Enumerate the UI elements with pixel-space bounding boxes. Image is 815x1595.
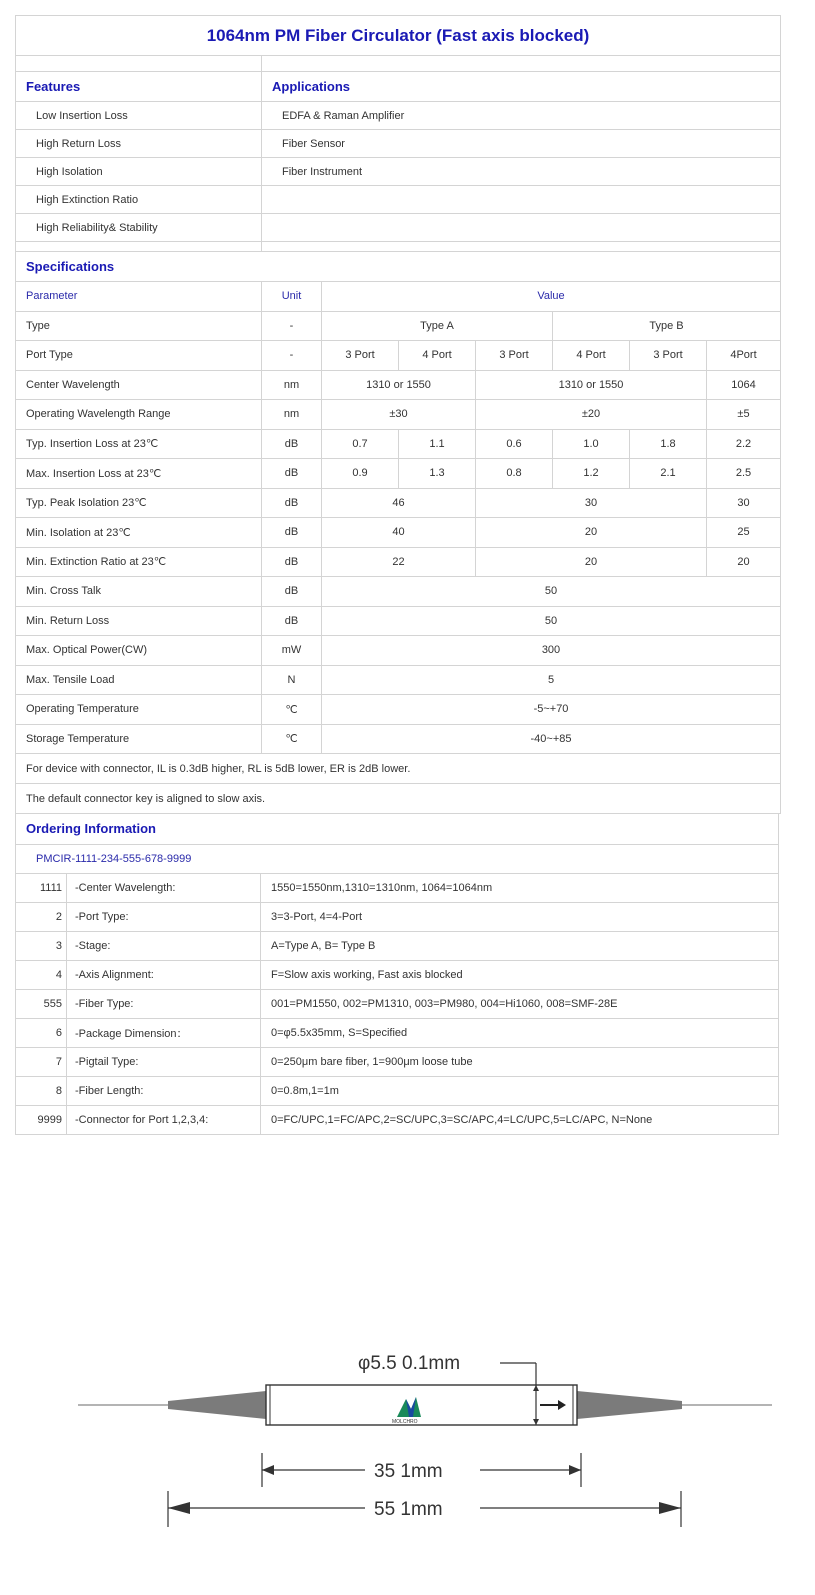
spec-value: 1.3	[399, 459, 476, 489]
order-field: -Package Dimension：	[67, 1018, 261, 1047]
order-code: 2	[16, 902, 67, 931]
spec-value: 1310 or 1550	[322, 370, 476, 400]
feature-item: High Reliability& Stability	[16, 214, 262, 242]
dimension-drawing	[40, 1305, 785, 1590]
order-options: 3=3-Port, 4=4-Port	[261, 902, 779, 931]
feature-item: High Isolation	[16, 158, 262, 186]
dim55-arrow-left-icon	[168, 1502, 190, 1514]
spec-value: 2.5	[707, 459, 781, 489]
order-options: 0=250μm bare fiber, 1=900μm loose tube	[261, 1047, 779, 1076]
ordering-table	[15, 814, 779, 1135]
ordering-header: Ordering Information	[16, 814, 779, 844]
spec-label: Storage Temperature	[16, 724, 262, 754]
ordering-code: PMCIR-1111-234-555-678-9999	[16, 844, 779, 873]
spec-value: -5~+70	[322, 695, 781, 725]
spec-value: 50	[322, 577, 781, 607]
spec-value: 2.2	[707, 429, 781, 459]
spec-value: ±20	[476, 400, 707, 430]
length35-label: 35 1mm	[374, 1461, 443, 1482]
circulator-drawing-svg	[40, 1305, 785, 1590]
port-cell: 4 Port	[399, 341, 476, 371]
order-field: -Center Wavelength:	[67, 873, 261, 902]
spec-value: 1.8	[630, 429, 707, 459]
spec-unit: dB	[262, 606, 322, 636]
order-code: 9999	[16, 1105, 67, 1134]
order-options: 1550=1550nm,1310=1310nm, 1064=1064nm	[261, 873, 779, 902]
application-item: Fiber Instrument	[262, 158, 781, 186]
spec-value: 0.8	[476, 459, 553, 489]
spec-unit: dB	[262, 459, 322, 489]
spec-label: Operating Wavelength Range	[16, 400, 262, 430]
spec-value: 30	[476, 488, 707, 518]
spec-value: 22	[322, 547, 476, 577]
spec-value: 20	[476, 518, 707, 548]
spec-value: 0.7	[322, 429, 399, 459]
order-field: -Fiber Length:	[67, 1076, 261, 1105]
type-a: Type A	[322, 311, 553, 341]
order-field: -Fiber Type:	[67, 989, 261, 1018]
spec-label: Typ. Insertion Loss at 23℃	[16, 429, 262, 459]
spec-value: 0.9	[322, 459, 399, 489]
order-code: 7	[16, 1047, 67, 1076]
spec-value: 50	[322, 606, 781, 636]
type-b: Type B	[553, 311, 781, 341]
order-code: 1111	[16, 873, 67, 902]
spec-unit: N	[262, 665, 322, 695]
page-title: 1064nm PM Fiber Circulator (Fast axis blocked)	[16, 16, 781, 56]
order-code: 3	[16, 931, 67, 960]
logo-text: MOLCHRO	[392, 1419, 418, 1425]
order-code: 555	[16, 989, 67, 1018]
order-field: -Stage:	[67, 931, 261, 960]
spec-value: ±30	[322, 400, 476, 430]
order-options: 001=PM1550, 002=PM1310, 003=PM980, 004=Hi1060, 008=SMF-28E	[261, 989, 779, 1018]
spec-unit: nm	[262, 370, 322, 400]
feature-item: Low Insertion Loss	[16, 102, 262, 130]
order-options: 0=0.8m,1=1m	[261, 1076, 779, 1105]
spec-value: 2.1	[630, 459, 707, 489]
spec-value: 1.0	[553, 429, 630, 459]
spec-unit: -	[262, 341, 322, 371]
spec-label: Type	[16, 311, 262, 341]
order-code: 4	[16, 960, 67, 989]
order-code: 6	[16, 1018, 67, 1047]
spec-value: 25	[707, 518, 781, 548]
spec-value: 40	[322, 518, 476, 548]
spec-value: 30	[707, 488, 781, 518]
dim35-arrow-right-icon	[569, 1465, 581, 1475]
specifications-header: Specifications	[16, 252, 781, 282]
port-cell: 4 Port	[553, 341, 630, 371]
spec-unit: ℃	[262, 695, 322, 725]
spec-value: 1.1	[399, 429, 476, 459]
length55-label: 55 1mm	[374, 1499, 443, 1520]
order-field: -Port Type:	[67, 902, 261, 931]
datasheet-table	[15, 15, 781, 814]
spec-unit: ℃	[262, 724, 322, 754]
order-field: -Axis Alignment:	[67, 960, 261, 989]
dim55-arrow-right-icon	[659, 1502, 681, 1514]
left-boot	[168, 1391, 266, 1419]
port-cell: 3 Port	[476, 341, 553, 371]
spec-label: Min. Return Loss	[16, 606, 262, 636]
spec-label: Max. Insertion Loss at 23℃	[16, 459, 262, 489]
spec-value: 0.6	[476, 429, 553, 459]
feature-item: High Extinction Ratio	[16, 186, 262, 214]
spec-unit: dB	[262, 577, 322, 607]
spec-unit: dB	[262, 488, 322, 518]
application-item: EDFA & Raman Amplifier	[262, 102, 781, 130]
spec-unit: mW	[262, 636, 322, 666]
col-parameter: Parameter	[16, 282, 262, 312]
spec-label: Port Type	[16, 341, 262, 371]
spec-label: Operating Temperature	[16, 695, 262, 725]
diameter-label: φ5.5 0.1mm	[358, 1353, 461, 1374]
col-unit: Unit	[262, 282, 322, 312]
application-item: Fiber Sensor	[262, 130, 781, 158]
spec-value: 300	[322, 636, 781, 666]
port-cell: 4Port	[707, 341, 781, 371]
spec-unit: dB	[262, 518, 322, 548]
spec-note: The default connector key is aligned to slow axis.	[16, 784, 781, 814]
datasheet	[15, 15, 780, 1135]
spec-label: Center Wavelength	[16, 370, 262, 400]
spec-label: Min. Extinction Ratio at 23℃	[16, 547, 262, 577]
circulator-body	[266, 1385, 577, 1425]
spec-value: 1.2	[553, 459, 630, 489]
spec-unit: dB	[262, 429, 322, 459]
col-value: Value	[322, 282, 781, 312]
spec-note: For device with connector, IL is 0.3dB higher, RL is 5dB lower, ER is 2dB lower.	[16, 754, 781, 784]
spec-value: 1064	[707, 370, 781, 400]
spec-value: 5	[322, 665, 781, 695]
order-options: 0=φ5.5x35mm, S=Specified	[261, 1018, 779, 1047]
dim35-arrow-left-icon	[262, 1465, 274, 1475]
right-boot	[577, 1391, 682, 1419]
port-cell: 3 Port	[322, 341, 399, 371]
order-options: 0=FC/UPC,1=FC/APC,2=SC/UPC,3=SC/APC,4=LC/UPC,5=LC/APC, N=None	[261, 1105, 779, 1134]
spec-unit: dB	[262, 547, 322, 577]
spec-value: 20	[707, 547, 781, 577]
applications-header: Applications	[262, 72, 781, 102]
spec-label: Max. Tensile Load	[16, 665, 262, 695]
spec-label: Typ. Peak Isolation 23℃	[16, 488, 262, 518]
spec-value: 20	[476, 547, 707, 577]
port-cell: 3 Port	[630, 341, 707, 371]
spec-unit: -	[262, 311, 322, 341]
spec-value: ±5	[707, 400, 781, 430]
spec-unit: nm	[262, 400, 322, 430]
spec-value: -40~+85	[322, 724, 781, 754]
spec-value: 46	[322, 488, 476, 518]
spec-label: Min. Isolation at 23℃	[16, 518, 262, 548]
spec-value: 1310 or 1550	[476, 370, 707, 400]
order-field: -Connector for Port 1,2,3,4:	[67, 1105, 261, 1134]
order-options: A=Type A, B= Type B	[261, 931, 779, 960]
order-code: 8	[16, 1076, 67, 1105]
spec-label: Min. Cross Talk	[16, 577, 262, 607]
features-header: Features	[16, 72, 262, 102]
spec-label: Max. Optical Power(CW)	[16, 636, 262, 666]
order-options: F=Slow axis working, Fast axis blocked	[261, 960, 779, 989]
order-field: -Pigtail Type:	[67, 1047, 261, 1076]
feature-item: High Return Loss	[16, 130, 262, 158]
